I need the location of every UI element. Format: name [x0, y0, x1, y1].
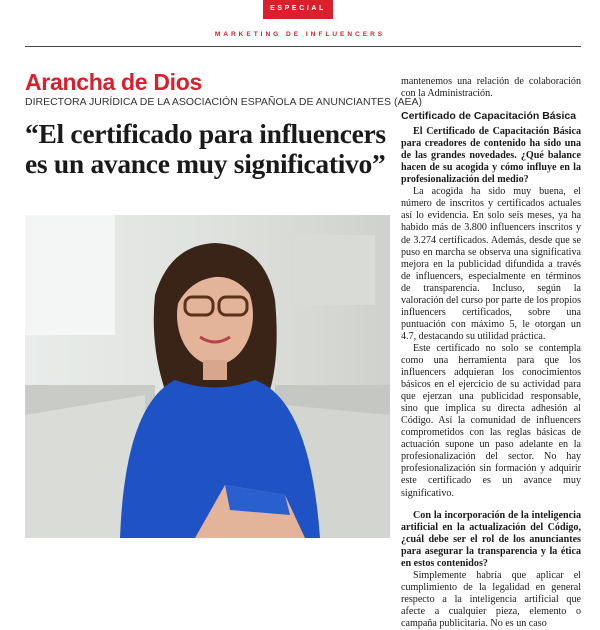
interviewee-name: Arancha de Dios [25, 69, 202, 95]
section-title: MARKETING DE INFLUENCERS [214, 31, 386, 38]
question: El Certificado de Capacitación Básica para creadores de contenido ha sido una de las grandes novedades. ¿Qué balance hacen de su acogida y cómo influye en la profesionalización del medio? [401, 126, 581, 186]
question: Con la incorporación de la inteligencia artificial en la actualización del Código, ¿cuál debe ser el rol de los anunciantes para asegurar la transparencia y la ética en estos contenidos? [401, 509, 581, 569]
answer: Este certificado no solo se contempla como una herramienta para que los influencers adquieran los conocimientos básicos en el ejercicio de su actividad para que ejerzan una publicidad responsable, sino que implica su directa adhesión al Código. Así la comunidad de influencers comprometidos con las reglas básicas de actuación supone un paso adelante en la profesionalización del sector. No hay profesionalización sin formación y adquirir este certificado es un avance muy significativo. [401, 342, 581, 499]
answer: Simplemente habría que aplicar el cumplimiento de la legalidad en general respecto a la inteligencia artificial que afecte a cualquier pieza, elemento o campaña publicitaria. No es un caso [401, 569, 581, 629]
article-column [401, 76, 581, 630]
interviewee-role: DIRECTORA JURÍDICA DE LA ASOCIACIÓN ESPAÑOLA DE ANUNCIANTES (AEA) [25, 96, 422, 108]
subheading: Certificado de Capacitación Básica [401, 110, 577, 123]
portrait-photo [25, 215, 390, 538]
paragraph: mantenemos una relación de colaboración con la Administración. [401, 76, 581, 100]
section-tag: ESPECIAL [263, 0, 333, 19]
divider [25, 46, 581, 47]
headline-quote: “El certificado para influencers es un avance muy significativo” [25, 118, 386, 179]
answer: La acogida ha sido muy buena, el número de inscritos y certificados actuales así lo evidencia. En solo seis meses, ya ha habido más de 3.800 influencers inscritos y de 3.274 certificados. Además, desde que se puso en marcha se observa una significativa mejora en la publicidad difundida a través de influencers, especialmente en términos de transparencia. Incluso, según la valoración del curso por parte de los propios influencers certificados, sobre una puntuación con máximo 5, le otorgan un 4.7, destacando su utilidad práctica. [401, 186, 581, 342]
